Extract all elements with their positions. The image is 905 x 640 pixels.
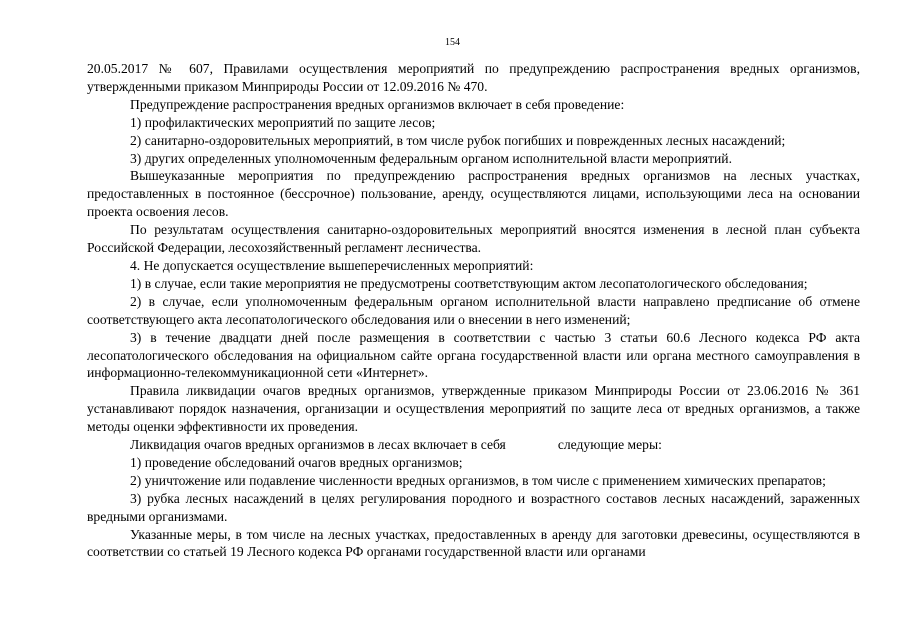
list-item: 3) других определенных уполномоченным федеральным органом исполнительной власти мероприятий. xyxy=(130,150,732,166)
list-item: 1) профилактических мероприятий по защите лесов; xyxy=(130,114,436,130)
document-text xyxy=(87,60,860,561)
paragraph-prevention-intro: Предупреждение распространения вредных организмов включает в себя проведение: xyxy=(130,96,625,112)
liquidation-intro-part1: Ликвидация очагов вредных организмов в лесах включает в себя xyxy=(130,437,506,453)
list-item: 1) проведение обследований очагов вредных организмов; xyxy=(130,454,463,470)
list-item: 3) в течение двадцати дней после размещения в соответствии с частью 3 статьи 60.6 Лесного кодекса РФ акта лесопатологического обследования на официальном сайте органа государственной власти или органа местного самоуправления в информационно-телекоммуникационной сети «Интернет». xyxy=(87,329,860,381)
paragraph: По результатам осуществления санитарно-оздоровительных мероприятий вносятся изменения в лесной план субъекта Российской Федерации, лесохозяйственный регламент лесничества. xyxy=(87,222,860,256)
list-item: 1) в случае, если такие мероприятия не предусмотрены соответствующим актом лесопатологического обследования; xyxy=(130,275,808,291)
paragraph: Правила ликвидации очагов вредных организмов, утвержденные приказом Минприроды России от 23.06.2016 № 361 устанавливают порядок назначения, организации и осуществления мероприятий по защите леса от вредных организмов, а также методы оценки эффективности их проведения. xyxy=(87,383,860,435)
paragraph: Вышеуказанные мероприятия по предупреждению распространения вредных организмов на лесных участках, предоставленных в постоянное (бессрочное) пользование, аренду, осуществляются лицами, использующими леса на основании проекта освоения лесов. xyxy=(87,168,860,220)
paragraph-liquidation-intro xyxy=(87,436,860,454)
page-number: 154 xyxy=(445,37,460,48)
section-heading-4: 4. Не допускается осуществление вышеперечисленных мероприятий: xyxy=(130,257,534,273)
paragraph-continuation: 20.05.2017 № 607, Правилами осуществления мероприятий по предупреждению распространения вредных организмов, утвержденными приказом Минприроды России от 12.09.2016 № 470. xyxy=(87,61,860,94)
list-item: 2) в случае, если уполномоченным федеральным органом исполнительной власти направлено предписание об отмене соответствующего акта лесопатологического обследования или о внесении в него изменений; xyxy=(87,293,860,327)
list-item: 3) рубка лесных насаждений в целях регулирования породного и возрастного составов лесных насаждений, зараженных вредными организмами. xyxy=(87,490,860,524)
liquidation-intro-part2: следующие меры: xyxy=(557,437,662,453)
paragraph: Указанные меры, в том числе на лесных участках, предоставленных в аренду для заготовки древесины, осуществляются в соответствии со статьей 19 Лесного кодекса РФ органами государственной власти или органами xyxy=(87,526,860,560)
list-item: 2) санитарно-оздоровительных мероприятий, в том числе рубок погибших и поврежденных лесных насаждений; xyxy=(130,132,786,148)
list-item: 2) уничтожение или подавление численности вредных организмов, в том числе с применением химических препаратов; xyxy=(130,472,826,488)
